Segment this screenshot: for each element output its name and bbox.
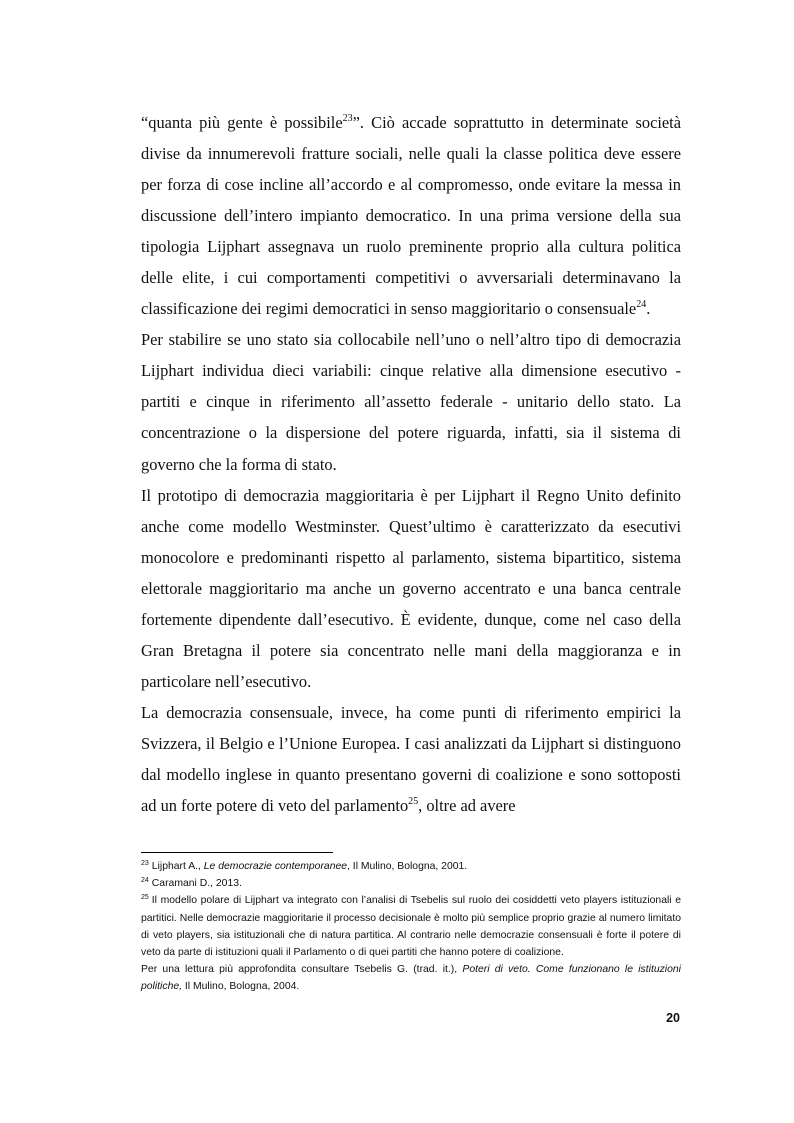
footnotes (141, 858, 681, 996)
footnote-24: $^{24}$ Caramani D., 2013. (141, 877, 242, 890)
paragraph-4: La democrazia consensuale, invece, ha come punti di riferimento empirici la Svizzera, il Belgio e l’Unione Europea. I casi analizzati da Lijphart si distinguono dal modello inglese in quanto presentano governi di coalizione e sono sottoposti ad un forte potere di veto del parlamento$^{25}$, oltre ad avere (141, 702, 681, 816)
footnote-ref-23[interactable]: 23 (342, 113, 353, 124)
paragraph-2: Per stabilire se uno stato sia collocabile nell’uno o nell’altro tipo di democrazia Lijphart individua dieci variabili: cinque relative alla dimensione esecutivo - partiti e cinque in riferimento all’assetto federale - unitario dello stato. La concentrazione o la dispersione del potere riguarda, infatti, sia il sistema di governo che la forma di stato. (141, 330, 681, 474)
footnote-25: $^{25}$ Il modello polare di Lijphart va integrato con l’analisi di Tsebelis sul ruolo dei cosiddetti veto players istituzionali e partitici. Nelle democrazie maggioritarie il processo decisionale è molto più semplice proprio grazie al numero limitato di veto players, sia istituzionali che di natura partitica. Al contrario nelle democrazie consensuali è forte il potere di veto da parte di istituzioni quali il Parlamento o di quei partiti che hanno potere di coalizione. (141, 894, 681, 959)
footnote-23: $^{23}$ Lijphart A., Le democrazie contemporanee, Il Mulino, Bologna, 2001. (141, 860, 468, 872)
footnote-25-continuation: Per una lettura più approfondita consultare Tsebelis G. (trad. it.), Poteri di veto. Come funzionano le istituzioni politiche, Il Mulino, Bologna, 2004. (141, 964, 681, 993)
footnote-ref-25[interactable]: 25 (408, 796, 419, 808)
paragraph-1: “quanta più gente è possibile$^{23}$”. Ciò accade soprattutto in determinate società divise da innumerevoli fratture sociali, nelle quali la classe politica deve essere per forza di cose incline all’accordo e al compromesso, onde evitare la messa in discussione dell’intero impianto democratico. In una prima versione della sua tipologia Lijphart assegnava un ruolo preminente proprio alla cultura politica delle elite, i cui comportamenti competitivi o avversariali determinavano la classificazione dei regimi democratici in senso maggioritario o consensuale$^{24}$. (141, 113, 681, 319)
body-text (141, 107, 681, 821)
paragraph-3: Il prototipo di democrazia maggioritaria è per Lijphart il Regno Unito definito anche come modello Westminster. Quest’ultimo è caratterizzato da esecutivi monocolore e predominanti rispetto al parlamento, sistema bipartitico, sistema elettorale maggioritario ma anche un governo accentrato e una banca centrale fortemente dipendente dall’esecutivo. È evidente, dunque, come nel caso della Gran Bretagna il potere sia concentrato nelle mani della maggioranza e in particolare nell’esecutivo. (141, 485, 681, 691)
footnote-separator (141, 852, 333, 853)
footnote-ref-24[interactable]: 24 (636, 299, 647, 311)
page-number: 20 (666, 1011, 680, 1025)
